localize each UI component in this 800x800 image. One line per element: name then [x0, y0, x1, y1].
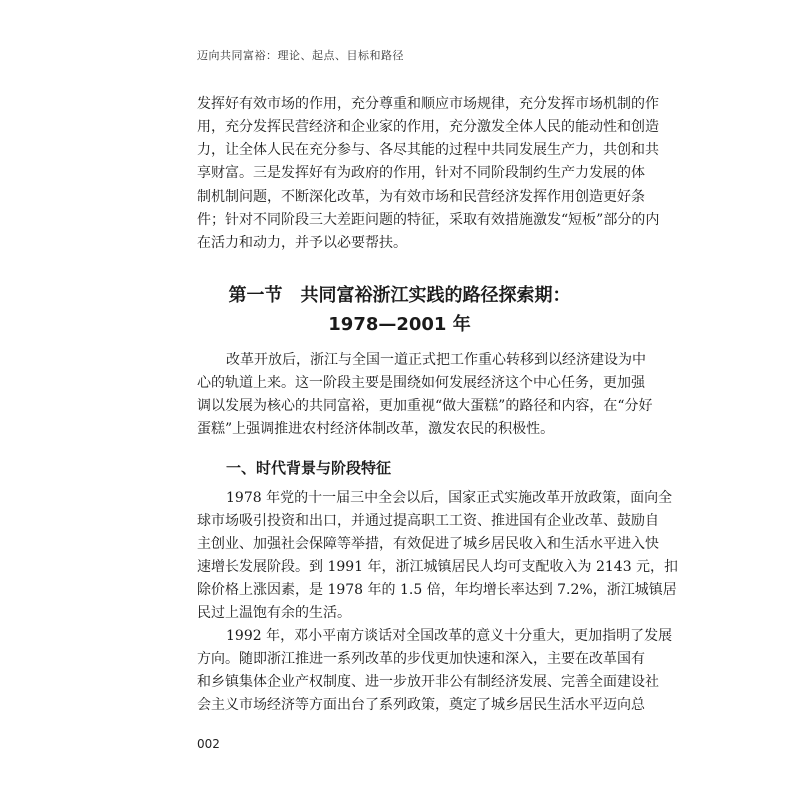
text-line: 在活力和动力，并予以必要帮扶。 [197, 235, 407, 251]
text-line: 蛋糕”上强调推进农村经济体制改革，激发农民的积极性。 [197, 421, 555, 437]
text-line: 调以发展为核心的共同富裕，更加重视“做大蛋糕”的路径和内容，在“分好 [197, 398, 653, 414]
text-line: 力，让全体人民在充分参与、各尽其能的过程中共同发展生产力，共创和共 [197, 142, 659, 158]
running-head: 迈向共同富裕：理论、起点、目标和路径 [197, 49, 404, 62]
text-line: 享财富。三是发挥好有为政府的作用，针对不同阶段制约生产力发展的体 [197, 165, 645, 181]
text-line: 件；针对不同阶段三大差距问题的特征，采取有效措施激发“短板”部分的内 [197, 212, 660, 228]
page-number: 002 [197, 737, 220, 751]
text-line: 1992 年，邓小平南方谈话对全国改革的意义十分重大，更加指明了发展 [226, 628, 673, 644]
text-line: 速增长发展阶段。到 1991 年，浙江城镇居民人均可支配收入为 2143 元，扣 [197, 559, 679, 575]
subheading: 一、时代背景与阶段特征 [226, 459, 392, 477]
text-line: 心的轨道上来。这一阶段主要是围绕如何发展经济这个中心任务，更加强 [197, 375, 645, 391]
text-line: 用，充分发挥民营经济和企业家的作用，充分激发全体人民的能动性和创造 [197, 119, 659, 135]
text-line: 主创业、加强社会保障等举措，有效促进了城乡居民收入和生活水平进入快 [197, 536, 659, 552]
text-line: 1978 年党的十一届三中全会以后，国家正式实施改革开放政策，面向全 [226, 490, 673, 506]
text-line: 会主义市场经济等方面出台了系列政策，奠定了城乡居民生活水平迈向总 [197, 697, 645, 713]
text-line: 方向。随即浙江推进一系列改革的步伐更加快速和深入，主要在改革国有 [197, 651, 645, 667]
text-line: 制机制问题，不断深化改革，为有效市场和民营经济发挥作用创造更好条 [197, 189, 645, 205]
text-line: 发挥好有效市场的作用，充分尊重和顺应市场规律，充分发挥市场机制的作 [197, 96, 659, 112]
section-years: 1978—2001 年 [328, 314, 471, 335]
text-line: 球市场吸引投资和出口，并通过提高职工工资、推进国有企业改革、鼓励自 [197, 513, 659, 529]
text-line: 民过上温饱有余的生活。 [197, 605, 351, 621]
text-line: 除价格上涨因素，是 1978 年的 1.5 倍，年均增长率达到 7.2%，浙江城镇居 [197, 582, 677, 598]
text-line: 和乡镇集体企业产权制度、进一步放开非公有制经济发展、完善全面建设社 [197, 674, 659, 690]
section-title: 第一节 共同富裕浙江实践的路径探索期： [228, 285, 571, 306]
text-line: 改革开放后，浙江与全国一道正式把工作重心转移到以经济建设为中 [226, 352, 646, 368]
